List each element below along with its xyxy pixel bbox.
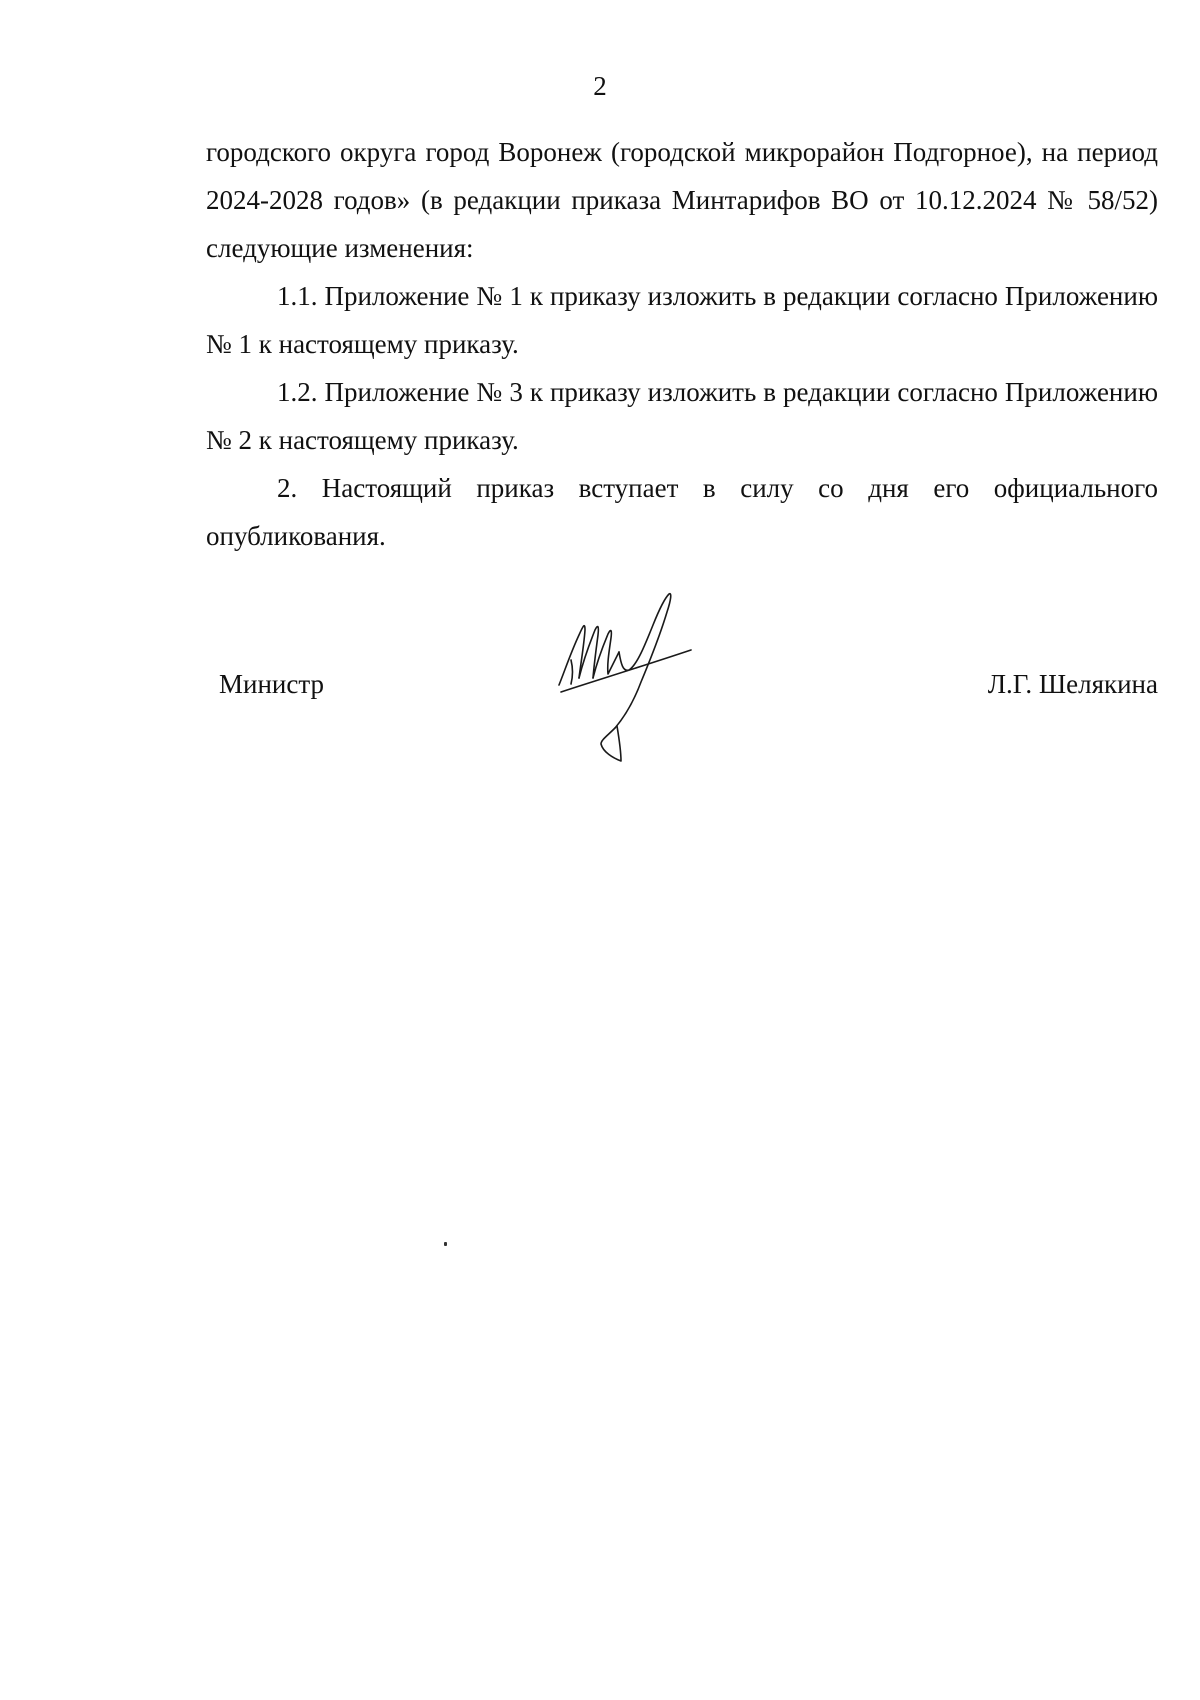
signatory-name: Л.Г. Шелякина — [987, 669, 1158, 699]
handwritten-signature — [551, 590, 701, 765]
signature-block — [206, 590, 1158, 770]
page-number: 2 — [593, 71, 607, 101]
paragraph-item-2: 2. Настоящий приказ вступает в силу со дня его официального опубликования. — [206, 473, 1158, 551]
paragraph-item-1-1: 1.1. Приложение № 1 к приказу изложить в редакции согласно Приложению № 1 к настоящему приказу. — [206, 281, 1158, 359]
signatory-title: Министр — [219, 669, 324, 699]
paragraph-continuation: городского округа город Воронеж (городской микрорайон Подгорное), на период 2024-2028 годов» (в редакции приказа Минтарифов ВО от 10.12.2024 № 58/52) следующие изменения: — [206, 137, 1158, 263]
scan-speck — [444, 1242, 447, 1246]
paragraph-item-1-2: 1.2. Приложение № 3 к приказу изложить в редакции согласно Приложению № 2 к настоящему приказу. — [206, 377, 1158, 455]
document-body — [206, 128, 1158, 560]
